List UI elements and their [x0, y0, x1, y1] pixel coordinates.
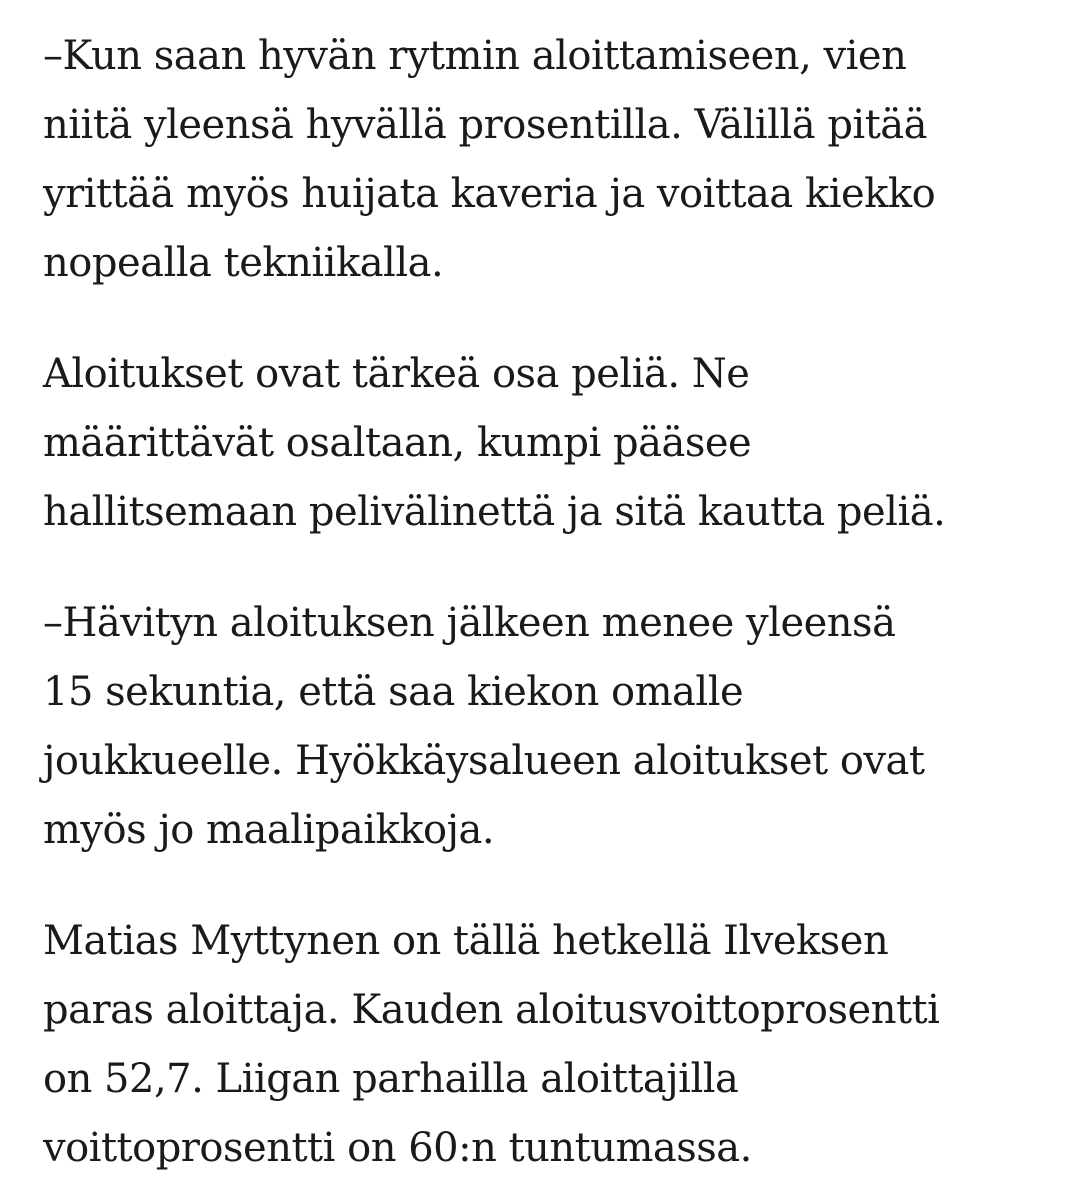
- text-line: –Kun saan hyvän rytmin aloittamiseen, vien: [43, 33, 907, 79]
- text-line: on 52,7. Liigan parhailla aloittajilla: [43, 1056, 739, 1102]
- text-line: yrittää myös huijata kaveria ja voittaa kiekko: [43, 171, 936, 217]
- text-line: hallitsemaan pelivälinettä ja sitä kautta peliä.: [43, 489, 946, 535]
- text-line: Aloitukset ovat tärkeä osa peliä. Ne: [43, 351, 750, 397]
- text-line: 15 sekuntia, että saa kiekon omalle: [43, 669, 744, 715]
- paragraph-faceoffs-importance: [43, 340, 1053, 547]
- text-line: nopealla tekniikalla.: [43, 240, 444, 286]
- text-line: määrittävät osaltaan, kumpi pääsee: [43, 420, 752, 466]
- text-line: joukkueelle. Hyökkäysalueen aloitukset ovat: [43, 738, 925, 784]
- text-line: –Hävityn aloituksen jälkeen menee yleensä: [43, 600, 896, 646]
- text-line: paras aloittaja. Kauden aloitusvoittoprosentti: [43, 987, 940, 1033]
- paragraph-quote-lost-faceoff: [43, 589, 1053, 865]
- text-line: voittoprosentti on 60:n tuntumassa.: [43, 1125, 752, 1171]
- text-line: myös jo maalipaikkoja.: [43, 807, 495, 853]
- text-line: niitä yleensä hyvällä prosentilla. Välillä pitää: [43, 102, 927, 148]
- paragraph-myttynen-stats: [43, 907, 1053, 1183]
- article-body: [43, 22, 1053, 1183]
- text-line: Matias Myttynen on tällä hetkellä Ilveksen: [43, 918, 889, 964]
- paragraph-quote-rhythm: [43, 22, 1053, 298]
